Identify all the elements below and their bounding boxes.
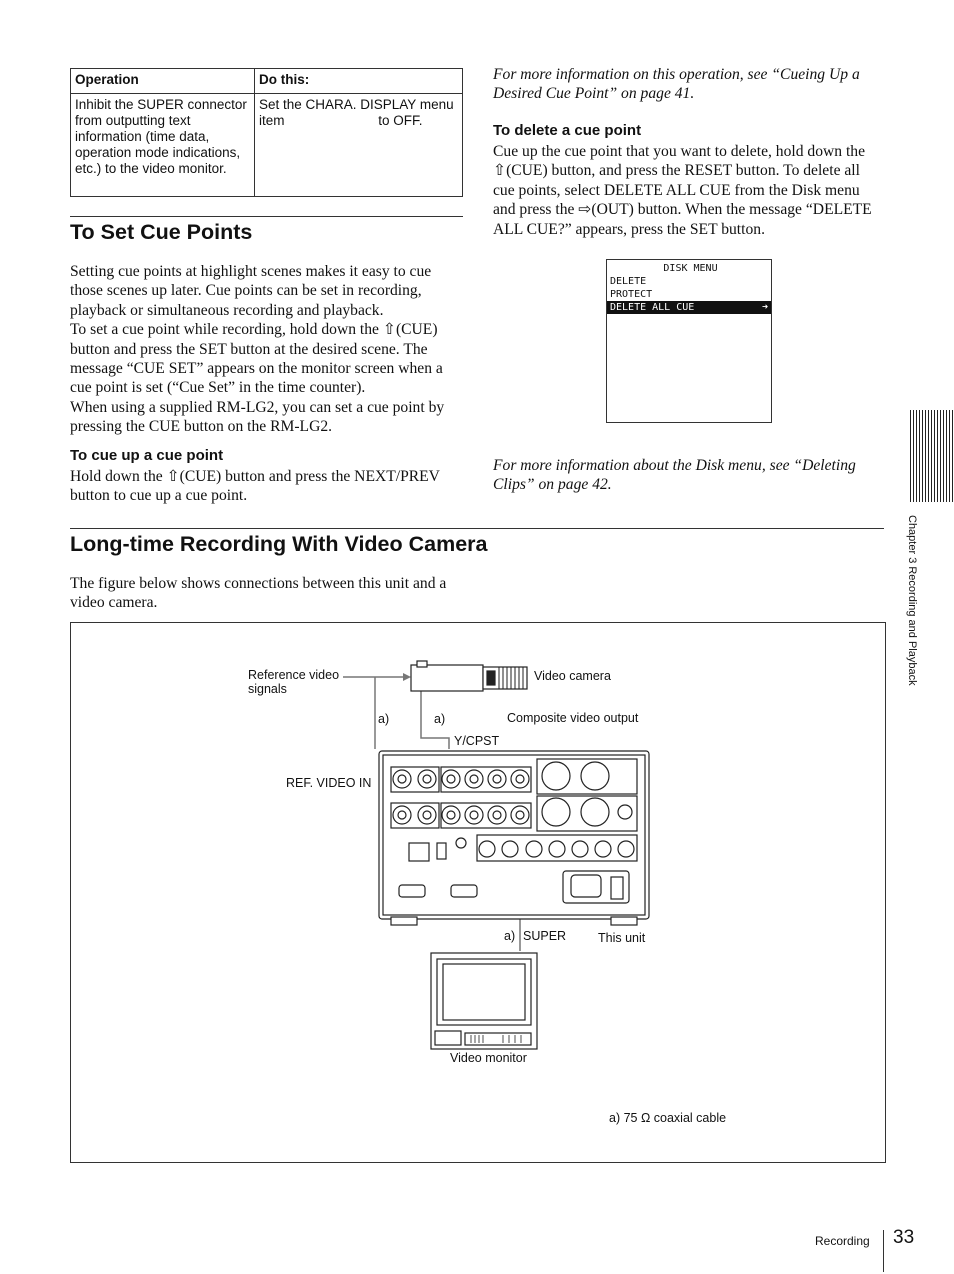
set-cue-text xyxy=(70,262,463,437)
label-this-unit: This unit xyxy=(598,931,646,945)
table-row xyxy=(71,94,463,197)
paragraph: Hold down the ⇧(CUE) button and press the NEXT/PREV button to cue up a cue point. xyxy=(70,468,440,505)
label-video-monitor: Video monitor xyxy=(450,1051,527,1065)
paragraph: To set a cue point while recording, hold down the ⇧(CUE) button and press the SET button at the desired scene. The message “CUE SET” appears on the monitor screen when a cue point is set (“Cue Set” in the time counter). xyxy=(70,321,443,397)
paragraph: Cue up the cue point that you want to delete, hold down the ⇧(CUE) button, and press the RESET button. To delete all cue points, select DELETE ALL CUE from the Disk menu and press the ⇨(OUT) button. When the message “DELETE ALL CUE?” appears, press the SET button. xyxy=(493,143,872,238)
menu-item-delete: DELETE xyxy=(610,276,647,287)
arrow-right-icon: ➜ xyxy=(761,302,768,313)
video-monitor-icon xyxy=(431,953,537,1049)
label-footnote-coaxial: a) 75 Ω coaxial cable xyxy=(609,1111,727,1125)
section-rule xyxy=(70,528,884,529)
section-heading-set-cue-points: To Set Cue Points xyxy=(70,220,253,244)
section-heading-long-time: Long-time Recording With Video Camera xyxy=(70,532,488,556)
table-cell-do-this: Set the CHARA. DISPLAY menu item to OFF. xyxy=(255,94,463,197)
section-rule xyxy=(70,216,463,217)
note-disk-menu: For more information about the Disk menu, see “Deleting Clips” on page 42. xyxy=(493,457,856,494)
footer-section: Recording xyxy=(815,1234,870,1248)
this-unit-rear-panel-icon xyxy=(379,751,649,925)
paragraph: When using a supplied RM-LG2, you can set a cue point by pressing the CUE button on the RM-LG2. xyxy=(70,398,445,436)
disk-menu-title: DISK MENU xyxy=(663,263,718,274)
connection-figure xyxy=(70,622,886,1163)
menu-item-delete-all-cue xyxy=(607,301,771,314)
table-header-operation: Operation xyxy=(71,69,255,94)
label-super: SUPER xyxy=(523,929,567,943)
label-ycpst: Y/CPST xyxy=(454,734,500,748)
menu-item-label: DELETE ALL CUE xyxy=(610,302,695,313)
label-ref-video-in: REF. VIDEO IN xyxy=(286,776,372,790)
label-a: a) xyxy=(434,712,446,726)
connection-diagram xyxy=(71,623,885,1162)
subheading-cue-up: To cue up a cue point xyxy=(70,447,224,464)
page-number: 33 xyxy=(893,1227,915,1248)
operation-table xyxy=(70,68,463,197)
video-camera-icon xyxy=(411,661,527,691)
label-a: a) xyxy=(378,712,390,726)
footer-divider xyxy=(883,1230,884,1272)
label-composite-video-output: Composite video output xyxy=(507,711,639,725)
chapter-side-label: Chapter 3 Recording and Playback xyxy=(906,515,918,686)
arrow-icon xyxy=(403,673,411,681)
label-a: a) xyxy=(504,929,516,943)
paragraph: The figure below shows connections between this unit and a video camera. xyxy=(70,575,447,612)
chapter-tab-strip xyxy=(910,410,954,502)
paragraph: Setting cue points at highlight scenes makes it easy to cue those scenes up later. Cue points can be set in recording, playback or simultaneous recording and playback. xyxy=(70,263,432,319)
label-video-camera: Video camera xyxy=(534,669,611,683)
label-signals: signals xyxy=(248,682,287,696)
note-cueing-up: For more information on this operation, see “Cueing Up a Desired Cue Point” on page 41. xyxy=(493,66,860,103)
label-reference-video: Reference video xyxy=(248,668,340,682)
disk-menu-screen xyxy=(606,259,772,423)
menu-item-protect: PROTECT xyxy=(610,289,653,300)
subheading-delete-cue: To delete a cue point xyxy=(493,122,642,139)
table-cell-operation: Inhibit the SUPER connector from outputting text information (time data, operation mode indications, etc.) to the video monitor. xyxy=(71,94,255,197)
table-header-do-this: Do this: xyxy=(255,69,463,94)
